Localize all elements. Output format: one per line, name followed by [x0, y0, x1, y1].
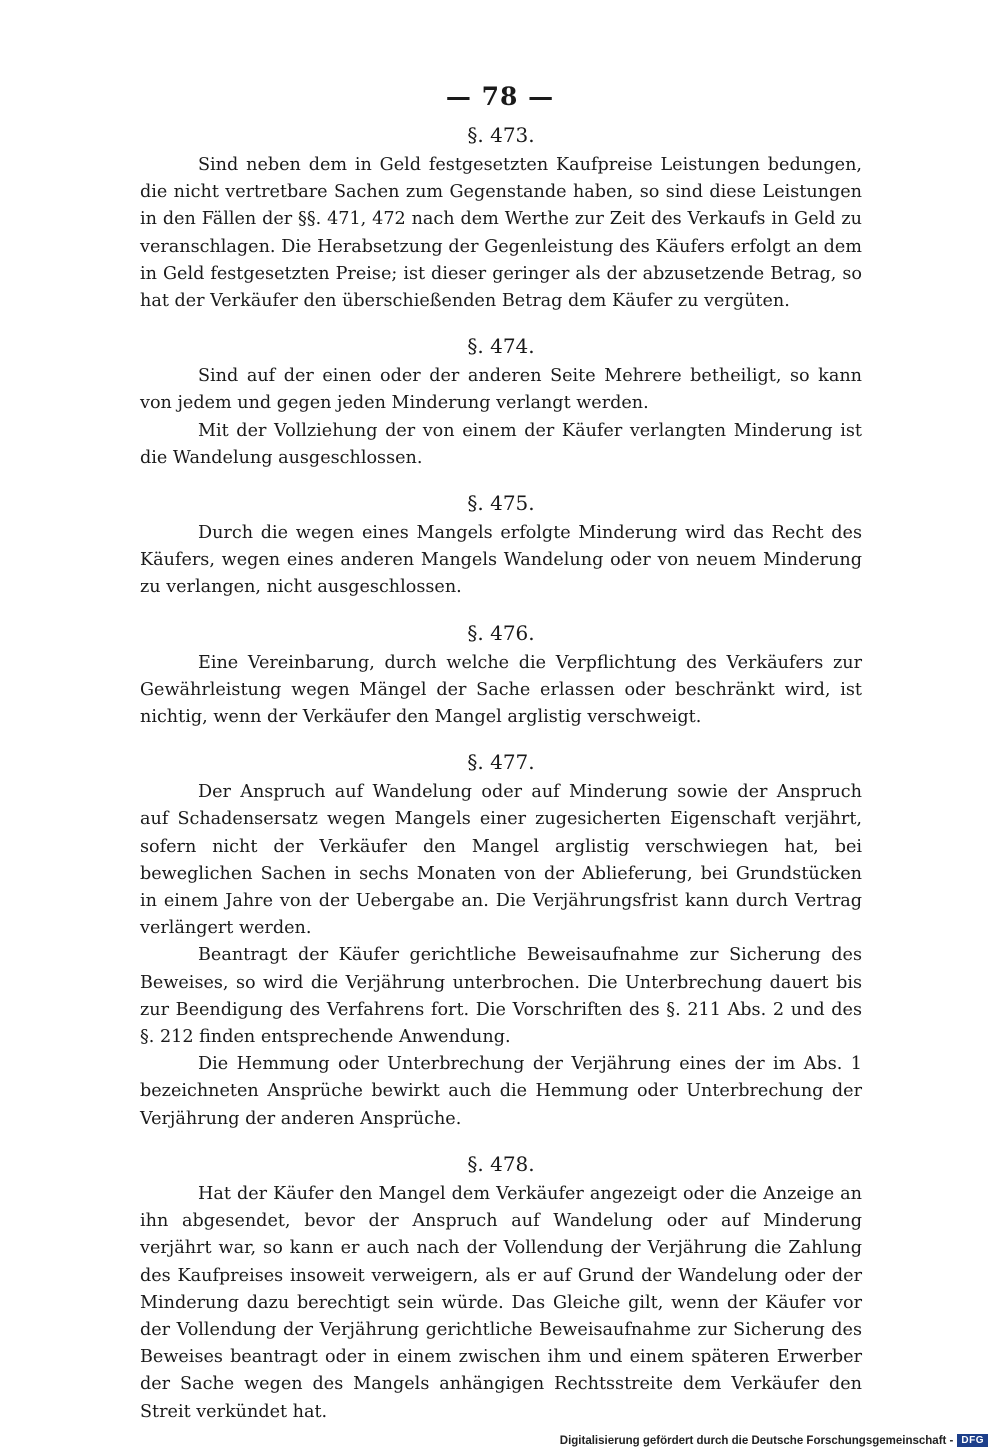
document-body — [140, 118, 862, 1426]
section-476 — [140, 616, 862, 732]
digitization-credit — [560, 1434, 988, 1447]
paragraph: Mit der Vollziehung der von einem der Käufer verlangten Minderung ist die Wandelung ausgeschlossen. — [140, 420, 862, 468]
paragraph: Der Anspruch auf Wandelung oder auf Minderung sowie der Anspruch auf Schadensersatz wegen Mangels einer zugesicherten Eigenschaft verjährt, sofern nicht der Verkäufer den Mangel arglistig verschwiegen hat, bei beweglichen Sachen in sechs Monaten von der Ablieferung, bei Grundstücken in einem Jahre von der Uebergabe an. Die Verjährungsfrist kann durch Vertrag verlängert werden. — [140, 782, 862, 939]
paragraph: Beantragt der Käufer gerichtliche Beweisaufnahme zur Sicherung des Beweises, so wird die Verjährung unterbrochen. Die Unterbrechung dauert bis zur Beendigung des Verfahrens fort. Die Vorschriften des §. 211 Abs. 2 und des §. 212 finden entsprechende Anwendung. — [140, 945, 862, 1048]
section-heading: §. 474. — [467, 334, 535, 359]
credit-text: Digitalisierung gefördert durch die Deutsche Forschungsgemeinschaft - — [559, 1434, 954, 1447]
dfg-logo: DFG — [957, 1434, 988, 1447]
paragraph: Durch die wegen eines Mangels erfolgte Minderung wird das Recht des Käufers, wegen eines anderen Mangels Wandelung oder von neuem Minderung zu verlangen, nicht ausgeschlossen. — [140, 523, 862, 598]
section-heading: §. 478. — [467, 1151, 535, 1176]
paragraph: Die Hemmung oder Unterbrechung der Verjährung eines der im Abs. 1 bezeichneten Ansprüche bewirkt auch die Hemmung oder Unterbrechung der Verjährung der anderen Ansprüche. — [140, 1054, 862, 1129]
paragraph: Sind neben dem in Geld festgesetzten Kaufpreise Leistungen bedungen, die nicht vertretbare Sachen zum Gegenstande haben, so sind diese Leistungen in den Fällen der §§. 471, 472 nach dem Werthe zur Zeit des Verkaufs in Geld zu veranschlagen. Die Herabsetzung der Gegenleistung des Käufers erfolgt an dem in Geld festgesetzten Preise; ist dieser geringer als der abzusetzende Betrag, so hat der Verkäufer den überschießenden Betrag dem Käufer zu vergüten. — [140, 155, 862, 312]
section-478 — [140, 1147, 862, 1426]
section-heading: §. 473. — [467, 123, 535, 147]
section-473 — [140, 118, 862, 315]
paragraph: Sind auf der einen oder der anderen Seite Mehrere betheiligt, so kann von jedem und gegen jeden Minderung verlangt werden. — [140, 366, 862, 414]
paragraph: Hat der Käufer den Mangel dem Verkäufer angezeigt oder die Anzeige an ihn abgesendet, bevor der Anspruch auf Wandelung oder auf Minderung verjährt war, so kann er auch nach der Vollendung der Verjährung die Zahlung des Kaufpreises insoweit verweigern, als er auf Grund der Wandelung oder der Minderung dazu berechtigt sein würde. Das Gleiche gilt, wenn der Käufer vor der Vollendung der Verjährung gerichtliche Beweisaufnahme zur Sicherung des Beweises beantragt oder in einem zwischen ihm und einem späteren Erwerber der Sache wegen des Mangels anhängigen Rechtsstreite dem Verkäufer den Streit verkündet hat. — [140, 1183, 862, 1422]
section-heading: §. 476. — [467, 620, 535, 645]
section-474 — [140, 329, 862, 472]
section-heading: §. 477. — [467, 750, 535, 775]
section-477 — [140, 745, 862, 1133]
section-475 — [140, 486, 862, 602]
paragraph: Eine Vereinbarung, durch welche die Verpflichtung des Verkäufers zur Gewährleistung wegen Mängel der Sache erlassen oder beschränkt wird, ist nichtig, wenn der Verkäufer den Mangel arglistig verschweigt. — [140, 652, 862, 728]
section-heading: §. 475. — [467, 491, 535, 516]
page-number: — 78 — — [445, 82, 555, 111]
